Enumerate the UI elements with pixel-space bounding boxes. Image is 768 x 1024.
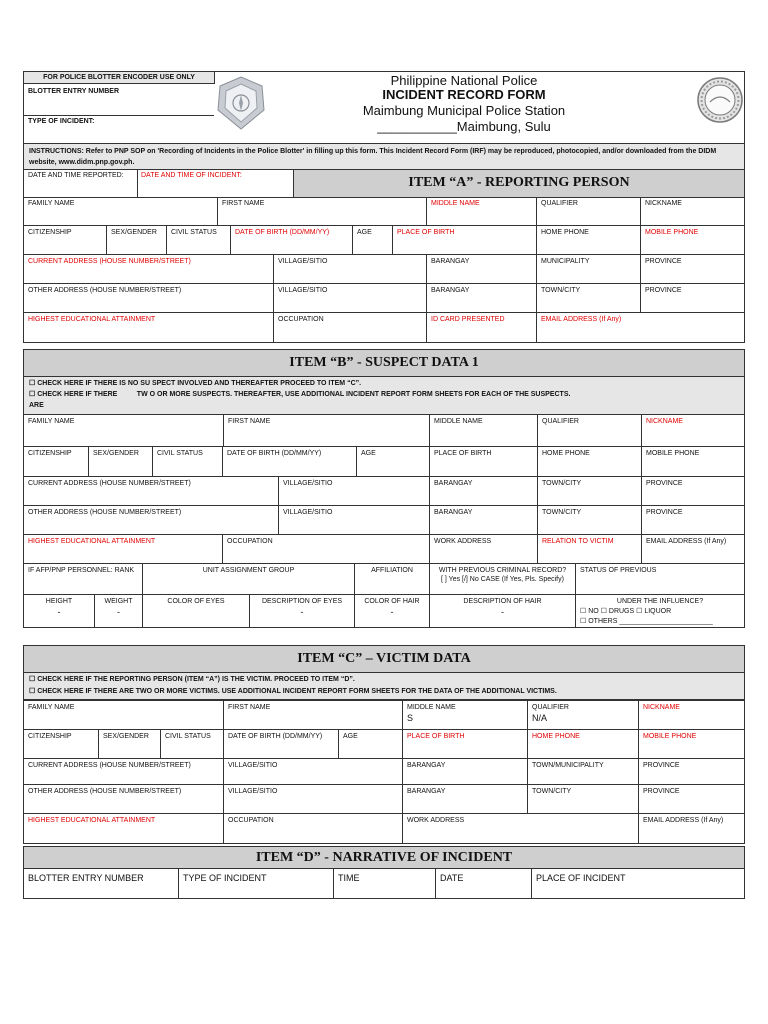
- b-first-name[interactable]: FIRST NAME: [224, 415, 430, 446]
- d-date[interactable]: DATE: [436, 869, 532, 898]
- b-check-multi[interactable]: ☐ CHECK HERE IF THERE: [29, 391, 118, 398]
- a-sex[interactable]: SEX/GENDER: [107, 226, 167, 254]
- item-c-checks: [23, 673, 745, 700]
- a-nickname[interactable]: NICKNAME: [641, 197, 745, 225]
- c-other-address[interactable]: OTHER ADDRESS (HOUSE NUMBER/STREET): [24, 785, 224, 813]
- a-village[interactable]: VILLAGE/SITIO: [274, 255, 427, 283]
- c-mobile-phone[interactable]: MOBILE PHONE: [639, 730, 745, 758]
- item-b-grid: [23, 414, 745, 628]
- c-family-name[interactable]: FAMILY NAME: [24, 701, 224, 729]
- b-eye-color[interactable]: COLOR OF EYES: [143, 595, 250, 627]
- b-province[interactable]: PROVINCE: [642, 477, 745, 505]
- b-eye-desc[interactable]: DESCRIPTION OF EYES -: [250, 595, 355, 627]
- b-other-address[interactable]: OTHER ADDRESS (HOUSE NUMBER/STREET): [24, 506, 279, 534]
- a-family-name[interactable]: FAMILY NAME: [24, 197, 218, 225]
- item-a-title-row: [23, 170, 745, 198]
- c-province[interactable]: PROVINCE: [639, 759, 745, 784]
- c-citizenship[interactable]: CITIZENSHIP: [24, 730, 99, 758]
- date-incident-field[interactable]: DATE AND TIME OF INCIDENT:: [137, 170, 294, 198]
- a-municipality[interactable]: MUNICIPALITY: [537, 255, 641, 283]
- station-name: Maimbung Municipal Police Station: [362, 103, 566, 118]
- b-civil-status[interactable]: CIVIL STATUS: [153, 447, 223, 476]
- c-email[interactable]: EMAIL ADDRESS (If Any): [639, 814, 745, 843]
- blotter-entry-field[interactable]: BLOTTER ENTRY NUMBER: [28, 88, 119, 95]
- b-other-village[interactable]: VILLAGE/SITIO: [279, 506, 430, 534]
- item-a-grid: [23, 197, 745, 343]
- item-d-title: ITEM “D” - NARRATIVE OF INCIDENT: [23, 846, 745, 869]
- b-age[interactable]: AGE: [357, 447, 430, 476]
- b-status-previous[interactable]: STATUS OF PREVIOUS: [576, 564, 745, 594]
- b-village[interactable]: VILLAGE/SITIO: [279, 477, 430, 505]
- item-b-checks: ☐ CHECK HERE IF THERE IS NO SU SPECT INVOLVED AND THEREAFTER PROCEED TO ITEM “C”. ☐ CHECK HERE IF THERE TW O OR MORE SUSPECTS. THEREAFTER, USE ADDITIONAL INCIDENT REPORT FORM SHEETS FOR EACH OF THE SUSPECTS. ARE: [23, 377, 745, 415]
- b-afp-rank[interactable]: IF AFP/PNP PERSONNEL: RANK: [24, 564, 143, 594]
- b-place-of-birth[interactable]: PLACE OF BIRTH: [430, 447, 538, 476]
- date-reported-field[interactable]: DATE AND TIME REPORTED:: [23, 170, 138, 198]
- item-a-title: ITEM “A” - REPORTING PERSON: [293, 170, 745, 198]
- c-sex[interactable]: SEX/GENDER: [99, 730, 161, 758]
- c-education[interactable]: HIGHEST EDUCATIONAL ATTAINMENT: [24, 814, 224, 843]
- c-middle-name[interactable]: MIDDLE NAME S: [403, 701, 528, 729]
- a-email[interactable]: EMAIL ADDRESS (If Any): [537, 313, 745, 342]
- c-other-barangay[interactable]: BARANGAY: [403, 785, 528, 813]
- b-middle-name[interactable]: MIDDLE NAME: [430, 415, 538, 446]
- a-province[interactable]: PROVINCE: [641, 255, 745, 283]
- c-other-village[interactable]: VILLAGE/SITIO: [224, 785, 403, 813]
- d-blotter-entry[interactable]: BLOTTER ENTRY NUMBER: [24, 869, 179, 898]
- a-education[interactable]: HIGHEST EDUCATIONAL ATTAINMENT: [24, 313, 274, 342]
- b-hair-desc[interactable]: DESCRIPTION OF HAIR -: [430, 595, 576, 627]
- b-relation[interactable]: RELATION TO VICTIM: [538, 535, 642, 563]
- c-place-of-birth[interactable]: PLACE OF BIRTH: [403, 730, 528, 758]
- b-unit[interactable]: UNIT ASSIGNMENT GROUP: [143, 564, 355, 594]
- c-home-phone[interactable]: HOME PHONE: [528, 730, 639, 758]
- b-influence[interactable]: UNDER THE INFLUENCE? ☐ NO ☐ DRUGS ☐ LIQUOR ☐ OTHERS ________________________: [576, 595, 745, 627]
- b-criminal-record[interactable]: WITH PREVIOUS CRIMINAL RECORD? [ ] Yes [/] No CASE (If Yes, Pls. Specify): [430, 564, 576, 594]
- a-other-province[interactable]: PROVINCE: [641, 284, 745, 312]
- b-other-barangay[interactable]: BARANGAY: [430, 506, 538, 534]
- a-occupation[interactable]: OCCUPATION: [274, 313, 427, 342]
- item-c-grid: [23, 700, 745, 844]
- b-home-phone[interactable]: HOME PHONE: [538, 447, 642, 476]
- c-check-multi-victim[interactable]: ☐ CHECK HERE IF THERE ARE TWO OR MORE VICTIMS. USE ADDITIONAL INCIDENT REPORT FORM SHEETS FOR THE DATA OF THE ADDITIONAL VICTIMS.: [29, 688, 557, 695]
- item-c-title: ITEM “C” – VICTIM DATA: [23, 645, 745, 673]
- b-family-name[interactable]: FAMILY NAME: [24, 415, 224, 446]
- station-seal: [696, 76, 744, 124]
- b-qualifier[interactable]: QUALIFIER: [538, 415, 642, 446]
- a-id-card[interactable]: ID CARD PRESENTED: [427, 313, 537, 342]
- b-height[interactable]: HEIGHT -: [24, 595, 95, 627]
- b-occupation[interactable]: OCCUPATION: [223, 535, 430, 563]
- a-other-town[interactable]: TOWN/CITY: [537, 284, 641, 312]
- b-hair-color[interactable]: COLOR OF HAIR -: [355, 595, 430, 627]
- b-affiliation[interactable]: AFFILIATION: [355, 564, 430, 594]
- pnp-logo: [214, 74, 268, 132]
- c-age[interactable]: AGE: [339, 730, 403, 758]
- instructions: INSTRUCTIONS: Refer to PNP SOP on 'Recording of Incidents in the Police Blotter' in filling up this form. This Incident Record Form (IRF) may be reproduced, photocopied, and/or downloaded from the DIDM website, www.didm.pnp.gov.ph.: [23, 144, 745, 170]
- c-occupation[interactable]: OCCUPATION: [224, 814, 403, 843]
- a-middle-name[interactable]: MIDDLE NAME: [427, 197, 537, 225]
- b-citizenship[interactable]: CITIZENSHIP: [24, 447, 89, 476]
- a-dob[interactable]: DATE OF BIRTH (DD/MM/YY): [231, 226, 353, 254]
- a-place-of-birth[interactable]: PLACE OF BIRTH: [393, 226, 537, 254]
- form-title: INCIDENT RECORD FORM: [382, 87, 546, 102]
- org-name: Philippine National Police: [390, 73, 538, 88]
- b-town[interactable]: TOWN/CITY: [538, 477, 642, 505]
- form-header: [23, 71, 745, 144]
- b-sex[interactable]: SEX/GENDER: [89, 447, 153, 476]
- a-age[interactable]: AGE: [353, 226, 393, 254]
- a-other-address[interactable]: OTHER ADDRESS (HOUSE NUMBER/STREET): [24, 284, 274, 312]
- a-first-name[interactable]: FIRST NAME: [218, 197, 427, 225]
- c-qualifier[interactable]: QUALIFIER N/A: [528, 701, 639, 729]
- b-mobile-phone[interactable]: MOBILE PHONE: [642, 447, 745, 476]
- encoder-label: FOR POLICE BLOTTER ENCODER USE ONLY: [24, 72, 215, 84]
- b-education[interactable]: HIGHEST EDUCATIONAL ATTAINMENT: [24, 535, 223, 563]
- c-other-town[interactable]: TOWN/CITY: [528, 785, 639, 813]
- c-nickname[interactable]: NICKNAME: [639, 701, 745, 729]
- c-check-reporter-victim[interactable]: ☐ CHECK HERE IF THE REPORTING PERSON (ITEM “A”) IS THE VICTIM. PROCEED TO ITEM “D”.: [29, 676, 355, 683]
- c-dob[interactable]: DATE OF BIRTH (DD/MM/YY): [224, 730, 339, 758]
- d-type-of-incident[interactable]: TYPE OF INCIDENT: [179, 869, 334, 898]
- type-of-incident-field[interactable]: TYPE OF INCIDENT:: [28, 118, 95, 125]
- d-place-of-incident[interactable]: PLACE OF INCIDENT: [532, 869, 745, 898]
- b-other-province[interactable]: PROVINCE: [642, 506, 745, 534]
- c-first-name[interactable]: FIRST NAME: [224, 701, 403, 729]
- a-other-village[interactable]: VILLAGE/SITIO: [274, 284, 427, 312]
- item-d-grid: [23, 868, 745, 899]
- a-mobile-phone[interactable]: MOBILE PHONE: [641, 226, 745, 254]
- c-barangay[interactable]: BARANGAY: [403, 759, 528, 784]
- a-other-barangay[interactable]: BARANGAY: [427, 284, 537, 312]
- c-current-address[interactable]: CURRENT ADDRESS (HOUSE NUMBER/STREET): [24, 759, 224, 784]
- b-nickname[interactable]: NICKNAME: [642, 415, 745, 446]
- b-work-address[interactable]: WORK ADDRESS: [430, 535, 538, 563]
- a-current-address[interactable]: CURRENT ADDRESS (HOUSE NUMBER/STREET): [24, 255, 274, 283]
- b-current-address[interactable]: CURRENT ADDRESS (HOUSE NUMBER/STREET): [24, 477, 279, 505]
- c-other-province[interactable]: PROVINCE: [639, 785, 745, 813]
- a-citizenship[interactable]: CITIZENSHIP: [24, 226, 107, 254]
- b-email[interactable]: EMAIL ADDRESS (If Any): [642, 535, 745, 563]
- b-other-town[interactable]: TOWN/CITY: [538, 506, 642, 534]
- a-qualifier[interactable]: QUALIFIER: [537, 197, 641, 225]
- c-town-municipality[interactable]: TOWN/MUNICIPALITY: [528, 759, 639, 784]
- encoder-box: [24, 72, 214, 144]
- a-civil-status[interactable]: CIVIL STATUS: [167, 226, 231, 254]
- c-civil-status[interactable]: CIVIL STATUS: [161, 730, 224, 758]
- d-time[interactable]: TIME: [334, 869, 436, 898]
- c-village[interactable]: VILLAGE/SITIO: [224, 759, 403, 784]
- b-check-no-suspect[interactable]: ☐ CHECK HERE IF THERE IS NO SU SPECT INVOLVED AND THEREAFTER PROCEED TO ITEM “C”.: [29, 380, 362, 387]
- c-work-address[interactable]: WORK ADDRESS: [403, 814, 639, 843]
- a-barangay[interactable]: BARANGAY: [427, 255, 537, 283]
- a-home-phone[interactable]: HOME PHONE: [537, 226, 641, 254]
- b-weight[interactable]: WEIGHT -: [95, 595, 143, 627]
- item-b-title: ITEM “B” - SUSPECT DATA 1: [23, 349, 745, 377]
- b-barangay[interactable]: BARANGAY: [430, 477, 538, 505]
- b-dob[interactable]: DATE OF BIRTH (DD/MM/YY): [223, 447, 357, 476]
- station-location: ___________Maimbung, Sulu: [377, 119, 551, 134]
